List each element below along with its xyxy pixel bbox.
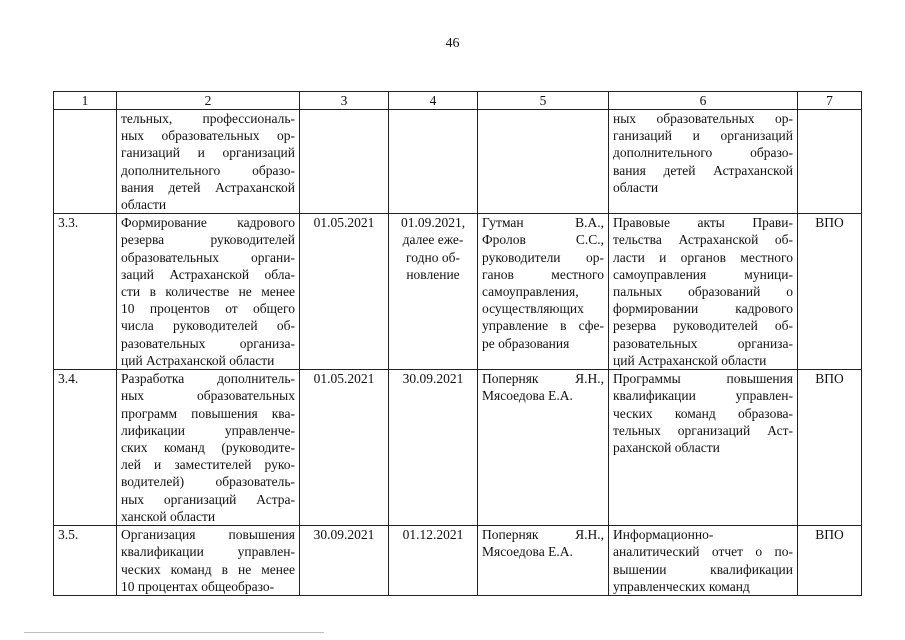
result-line: ласти и органов местного — [613, 249, 793, 265]
column-header: 3 — [300, 92, 389, 110]
end-date-line: 01.12.2021 — [402, 527, 464, 543]
result-cell — [609, 370, 798, 526]
result-line: разовательных организа- — [613, 335, 793, 351]
result-line: ганизаций и организаций — [613, 128, 793, 144]
item-number-cell: 3.5. — [54, 526, 117, 596]
description-line: Разработка дополнитель- — [121, 371, 295, 387]
column-header: 5 — [478, 92, 609, 110]
responsible-line: ре образования — [482, 335, 570, 351]
responsible-line: Мясоедова Е.А. — [482, 544, 573, 560]
description-line: водителей) образователь- — [121, 474, 295, 490]
description-line: ских команд (руководите- — [121, 440, 295, 456]
item-number-cell: 3.3. — [54, 214, 117, 370]
responsible-line: ганов местного — [482, 266, 604, 282]
start-date-cell: 01.05.2021 — [300, 370, 389, 526]
result-line: формировании кадрового — [613, 301, 793, 317]
responsible-line: Поперняк Я.Н., — [482, 527, 604, 543]
result-line: аналитический отчет о по- — [613, 544, 793, 560]
end-date-line: 01.09.2021, — [400, 215, 466, 231]
description-line: ных образовательных ор- — [121, 128, 295, 144]
description-line: ных организаций Астра- — [121, 491, 295, 507]
responsible-line: Гутман В.А., — [482, 215, 604, 231]
table-row — [54, 110, 862, 214]
column-header: 1 — [54, 92, 117, 110]
description-line: числа руководителей об- — [121, 318, 295, 334]
start-date-cell: 30.09.2021 — [300, 526, 389, 596]
description-cell — [117, 370, 300, 526]
table-header-row — [54, 92, 862, 110]
result-line: резерва руководителей об- — [613, 318, 793, 334]
column-header: 6 — [609, 92, 798, 110]
start-date-cell — [300, 110, 389, 214]
description-line: квалификации управлен- — [121, 544, 295, 560]
result-line: Информационно- — [613, 527, 714, 543]
description-line: лификации управленче- — [121, 422, 295, 438]
responsible-line: управление в сфе- — [482, 318, 604, 334]
description-line: Формирование кадрового — [121, 215, 295, 231]
description-cell — [117, 526, 300, 596]
start-date-cell: 01.05.2021 — [300, 214, 389, 370]
code-cell — [798, 110, 862, 214]
description-line: ных образовательных — [121, 388, 295, 404]
description-line: дополнительного образо- — [121, 162, 295, 178]
end-date-cell — [389, 110, 478, 214]
result-line: вышении квалификации — [613, 561, 793, 577]
responsible-line: самоуправления, — [482, 284, 579, 300]
responsible-cell — [478, 214, 609, 370]
end-date-cell — [389, 370, 478, 526]
responsible-cell — [478, 526, 609, 596]
page-number: 46 — [445, 36, 460, 51]
result-line: ческих команд образова- — [613, 405, 793, 421]
code-cell: ВПО — [798, 526, 862, 596]
result-line: вания детей Астраханской — [613, 162, 793, 178]
result-line: раханской области — [613, 440, 720, 456]
responsible-line: Поперняк Я.Н., — [482, 371, 604, 387]
description-line: разовательных организа- — [121, 335, 295, 351]
end-date-line: 30.09.2021 — [402, 371, 464, 387]
footer-rule — [24, 632, 324, 633]
description-line: ханской области — [121, 508, 216, 524]
description-line: образовательных органи- — [121, 249, 295, 265]
end-date-cell — [389, 214, 478, 370]
responsible-cell — [478, 110, 609, 214]
description-line: тельных, профессиональ- — [121, 111, 295, 126]
description-line: Организация повышения — [121, 527, 295, 543]
result-cell — [609, 214, 798, 370]
description-line: лей и заместителей руко- — [121, 457, 295, 473]
end-date-line: годно об- — [406, 249, 460, 265]
table-row — [54, 214, 862, 370]
description-line: 10 процентов от общего — [121, 301, 295, 317]
result-line: управленческих команд — [613, 578, 750, 594]
column-header: 7 — [798, 92, 862, 110]
end-date-line: новление — [406, 266, 460, 282]
column-header: 4 — [389, 92, 478, 110]
result-line: тельных организаций Аст- — [613, 422, 793, 438]
result-line: дополнительного образо- — [613, 145, 793, 161]
end-date-cell — [389, 526, 478, 596]
description-line: ческих команд в не менее — [121, 561, 295, 577]
description-line: ций Астраханской области — [121, 352, 275, 368]
description-line: вания детей Астраханской — [121, 179, 295, 195]
description-line: ганизаций и организаций — [121, 145, 295, 161]
table-row — [54, 526, 862, 596]
item-number-cell: 3.4. — [54, 370, 117, 526]
responsible-line: Фролов С.С., — [482, 232, 604, 248]
result-line: Правовые акты Прави- — [613, 215, 793, 231]
result-line: тельства Астраханской об- — [613, 232, 793, 248]
result-line: пальных образований о — [613, 284, 793, 300]
result-line: ных образовательных ор- — [613, 111, 793, 126]
result-line: Программы повышения — [613, 371, 793, 387]
description-line: области — [121, 197, 167, 213]
end-date-line: далее еже- — [402, 232, 464, 248]
result-line: области — [613, 179, 659, 195]
column-header: 2 — [117, 92, 300, 110]
description-line: программ повышения ква- — [121, 405, 295, 421]
result-line: самоуправления муници- — [613, 266, 793, 282]
responsible-line: осуществляющих — [482, 301, 584, 317]
description-cell — [117, 110, 300, 214]
responsible-line: Мясоедова Е.А. — [482, 388, 573, 404]
responsible-cell — [478, 370, 609, 526]
description-line: заций Астраханской обла- — [121, 266, 295, 282]
description-line: резерва руководителей — [121, 232, 295, 248]
plan-table — [53, 91, 862, 596]
table-row — [54, 370, 862, 526]
result-cell — [609, 526, 798, 596]
result-cell — [609, 110, 798, 214]
description-line: 10 процентах общеобразо- — [121, 578, 275, 594]
item-number-cell — [54, 110, 117, 214]
code-cell: ВПО — [798, 370, 862, 526]
description-cell — [117, 214, 300, 370]
description-line: сти в количестве не менее — [121, 284, 295, 300]
result-line: ций Астраханской области — [613, 352, 767, 368]
result-line: квалификации управлен- — [613, 388, 793, 404]
responsible-line: руководители ор- — [482, 249, 604, 265]
code-cell: ВПО — [798, 214, 862, 370]
